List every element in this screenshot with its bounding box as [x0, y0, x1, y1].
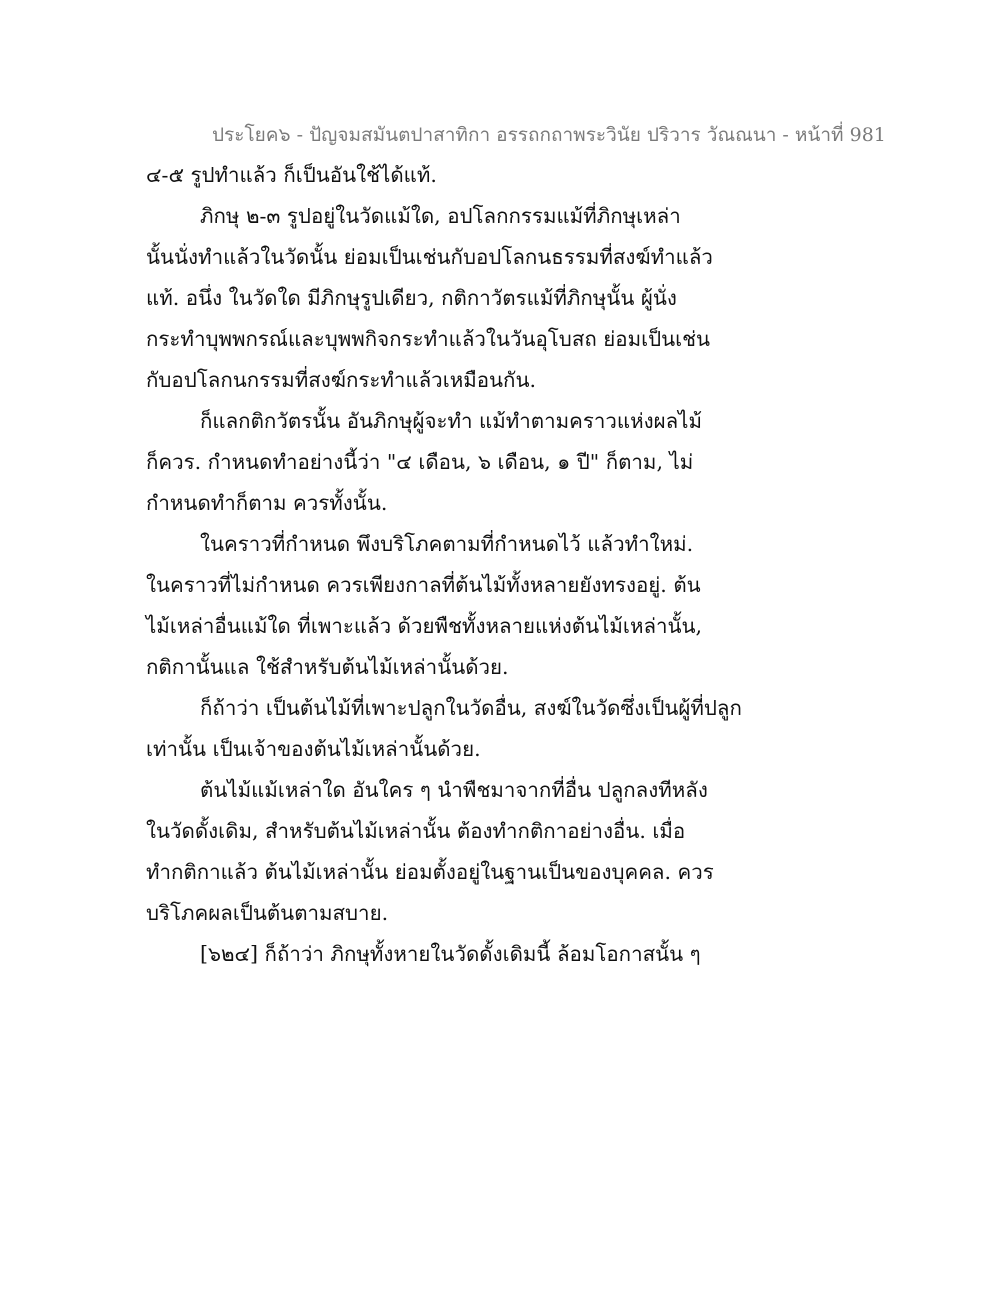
text-line: ทำกติกาแล้ว ต้นไม้เหล่านั้น ย่อมตั้งอยู่ในฐานเป็นของบุคคล. ควร — [146, 860, 714, 884]
paragraph-start-line: ในคราวที่กำหนด พึงบริโภคตามที่กำหนดไว้ แล้วทำใหม่. — [200, 532, 694, 556]
paragraph-start-line: ก็ถ้าว่า เป็นต้นไม้ที่เพาะปลูกในวัดอื่น, สงฆ์ในวัดซึ่งเป็นผู้ที่ปลูก — [200, 696, 742, 720]
text-line: นั้นนั่งทำแล้วในวัดนั้น ย่อมเป็นเช่นกับอปโลกนธรรมที่สงฆ์ทำแล้ว — [146, 245, 713, 269]
text-line: บริโภคผลเป็นต้นตามสบาย. — [146, 901, 389, 925]
paragraph-start-line: [๖๒๔] ก็ถ้าว่า ภิกษุทั้งหายในวัดดั้งเดิมนี้ ล้อมโอกาสนั้น ๆ — [200, 942, 701, 966]
text-line: ไม้เหล่าอื่นแม้ใด ที่เพาะแล้ว ด้วยพืชทั้งหลายแห่งต้นไม้เหล่านั้น, — [146, 614, 703, 638]
text-line: กับอปโลกนกรรมที่สงฆ์กระทำแล้วเหมือนกัน. — [146, 368, 536, 392]
text-line: กติกานั้นแล ใช้สำหรับต้นไม้เหล่านั้นด้วย. — [146, 655, 509, 679]
text-line: ๔-๕ รูปทำแล้ว ก็เป็นอันใช้ได้แท้. — [146, 163, 437, 187]
text-line: กำหนดทำก็ตาม ควรทั้งนั้น. — [146, 491, 388, 515]
text-line: เท่านั้น เป็นเจ้าของต้นไม้เหล่านั้นด้วย. — [146, 737, 481, 761]
running-header: ประโยค๖ - ปัญจมสมันตปาสาทิกา อรรถกถาพระวินัย ปริวาร วัณณนา - หน้าที่ 981 — [212, 124, 886, 146]
text-line: ก็ควร. กำหนดทำอย่างนี้ว่า "๔ เดือน, ๖ เดือน, ๑ ปี" ก็ตาม, ไม่ — [146, 450, 694, 474]
text-line: แท้. อนึ่ง ในวัดใด มีภิกษุรูปเดียว, กติกาวัตรแม้ที่ภิกษุนั้น ผู้นั่ง — [146, 286, 677, 310]
text-line: ในคราวที่ไม่กำหนด ควรเพียงกาลที่ต้นไม้ทั้งหลายยังทรงอยู่. ต้น — [146, 573, 701, 597]
paragraph-start-line: ต้นไม้แม้เหล่าใด อันใคร ๆ นำพืชมาจากที่อื่น ปลูกลงทีหลัง — [200, 778, 708, 802]
paragraph-start-line: ภิกษุ ๒-๓ รูปอยู่ในวัดแม้ใด, อปโลกกรรมแม้ที่ภิกษุเหล่า — [200, 204, 681, 228]
text-line: ในวัดดั้งเดิม, สำหรับต้นไม้เหล่านั้น ต้องทำกติกาอย่างอื่น. เมื่อ — [146, 819, 686, 843]
text-line: กระทำบุพพกรณ์และบุพพกิจกระทำแล้วในวันอุโบสถ ย่อมเป็นเช่น — [146, 327, 711, 351]
paragraph-start-line: ก็แลกติกวัตรนั้น อันภิกษุผู้จะทำ แม้ทำตามคราวแห่งผลไม้ — [200, 409, 703, 433]
page-body — [146, 155, 742, 975]
